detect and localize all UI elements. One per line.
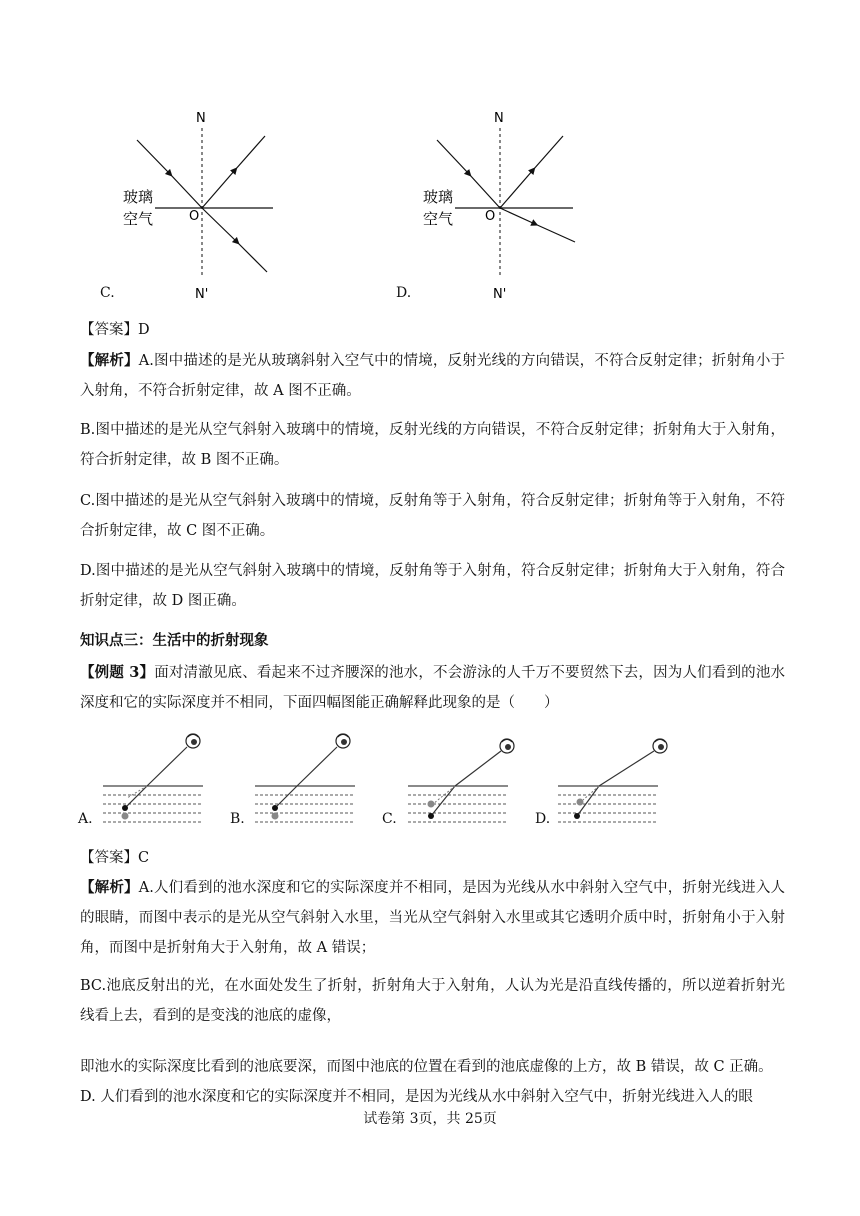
refracted-ray <box>202 208 237 242</box>
analysis-text: A.人们看到的池水深度和它的实际深度并不相同，是因为光线从水中斜射入空气中，折射光线进入人的眼睛，而图中表示的是光从空气斜射入水里，当光从空气斜射入水里或其它透明介质中时，折射角小于入射角，而图中是折射角大于入射角，故 A 错误； <box>80 880 786 956</box>
incident-ray <box>137 140 170 174</box>
pool-figure-c <box>408 739 514 822</box>
label-o: O <box>189 209 200 224</box>
label-air: 空气 <box>423 210 454 228</box>
label-glass: 玻璃 <box>123 188 154 206</box>
analysis-2-bc: BC.池底反射出的光，在水面处发生了折射，折射角大于入射角，人认为光是沿直线传播的，所以逆着折射光线看上去，看到的是变浅的池底的虚像， <box>80 978 785 1024</box>
analysis-1-a <box>80 346 785 406</box>
pool-option-b: B. <box>230 811 245 827</box>
page-footer: 试卷第 3页，共 25页 <box>363 1111 497 1127</box>
pool-figure-a <box>103 734 203 822</box>
option-d-label: D. <box>396 285 412 301</box>
analysis-2-d: D. 人们看到的池水深度和它的实际深度并不相同，是因为光线从水中斜射入空气中，折射光线进入人的眼 <box>80 1089 753 1105</box>
pool-figure-b <box>255 734 355 822</box>
section-title: 知识点三：生活中的折射现象 <box>80 632 269 649</box>
label-n-prime: N' <box>493 287 507 302</box>
analysis-1-b: B.图中描述的是光从空气斜射入玻璃中的情境，反射光线的方向错误，不符合反射定律；折射角大于入射角，符合折射定律，故 B 图不正确。 <box>80 422 785 468</box>
label-n-prime: N' <box>195 287 209 302</box>
answer-1: 【答案】D <box>80 322 150 338</box>
reflected-ray <box>202 170 235 208</box>
analysis-tag: 【解析】 <box>80 352 139 369</box>
pool-option-a: A. <box>78 811 93 827</box>
refracted-ray <box>500 208 535 224</box>
label-air: 空气 <box>123 210 154 228</box>
analysis-2-a <box>80 873 785 963</box>
analysis-tag: 【解析】 <box>80 879 139 896</box>
analysis-1-c: C.图中描述的是光从空气斜射入玻璃中的情境，反射角等于入射角，符合反射定律；折射角等于入射角，不符合折射定律，故 C 图不正确。 <box>80 493 785 539</box>
figure-option-c <box>115 108 285 308</box>
label-glass: 玻璃 <box>423 188 454 206</box>
example-tag: 【例题 3】 <box>80 664 155 681</box>
pool-figure-d <box>558 739 667 822</box>
label-n: N <box>494 111 504 126</box>
example-text: 面对清澈见底、看起来不过齐腰深的池水，不会游泳的人千万不要贸然下去，因为人们看到的池水深度和它的实际深度并不相同，下面四幅图能正确解释此现象的是（ ） <box>80 665 785 711</box>
example-3 <box>80 658 785 718</box>
pool-option-d: D. <box>535 811 551 827</box>
reflected-ray <box>500 170 533 208</box>
pool-option-c: C. <box>382 811 397 827</box>
figure-option-d <box>415 108 585 308</box>
option-c-label: C. <box>100 285 115 301</box>
answer-2: 【答案】C <box>80 850 150 866</box>
analysis-1-d: D.图中描述的是光从空气斜射入玻璃中的情境，反射角等于入射角，符合反射定律；折射角大于入射角，符合折射定律，故 D 图正确。 <box>80 563 785 609</box>
label-n: N <box>196 111 206 126</box>
incident-ray <box>437 140 469 174</box>
label-o: O <box>485 209 496 224</box>
analysis-text: A.图中描述的是光从玻璃斜射入空气中的情境，反射光线的方向错误，不符合反射定律；折射角小于入射角，不符合折射定律，故 A 图不正确。 <box>80 353 786 399</box>
analysis-2-bc-cont: 即池水的实际深度比看到的池底要深，而图中池底的位置在看到的池底虚像的上方，故 B 错误，故 C 正确。 <box>80 1059 773 1075</box>
